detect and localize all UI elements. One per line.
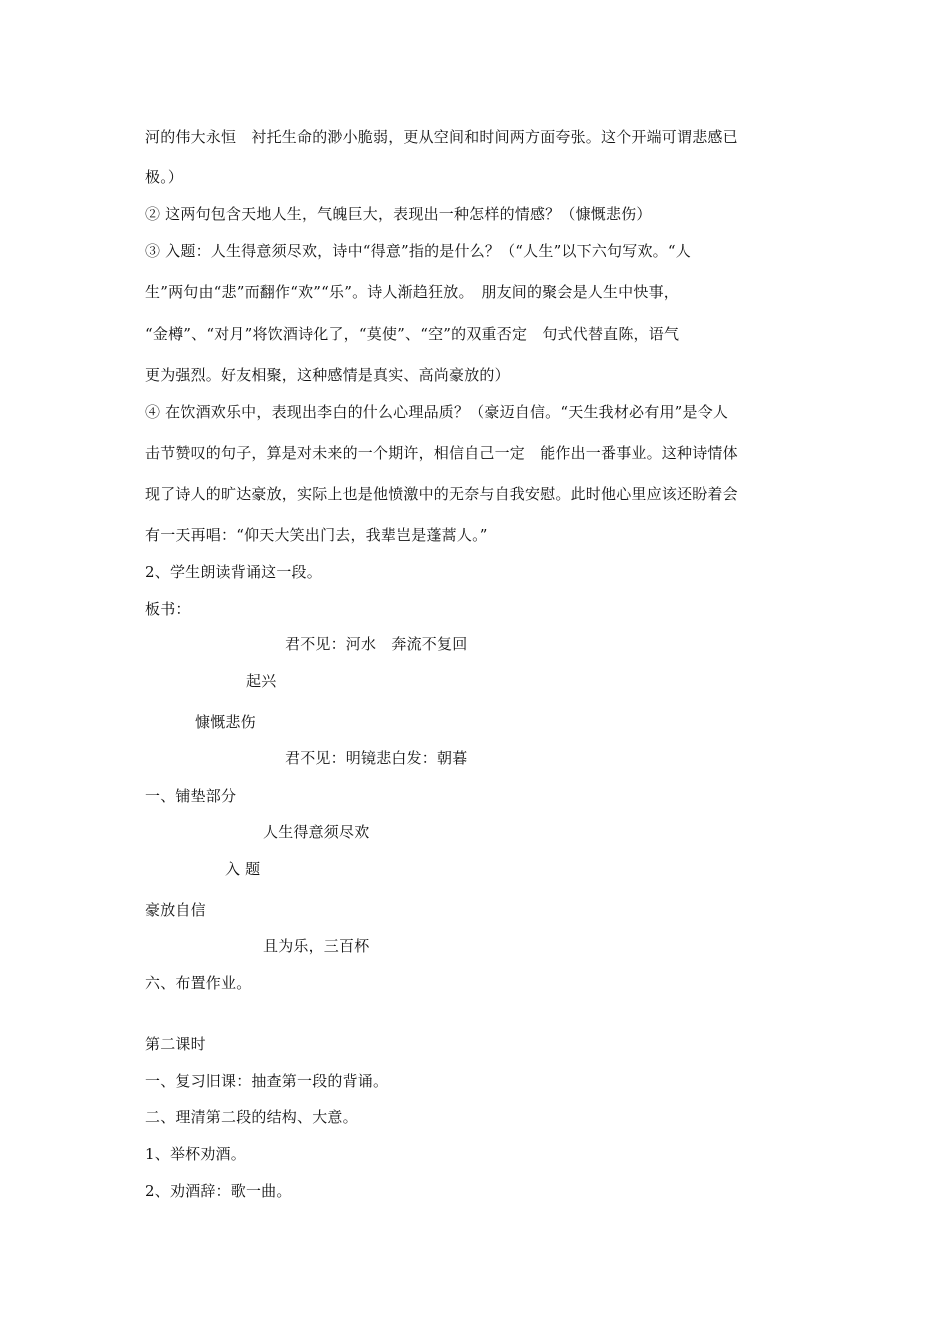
paragraph-line: “金樽”、“对月”将饮酒诗化了，“莫使”、“空”的双重否定 句式代替直陈，语气	[145, 325, 680, 343]
board-line-haofang: 豪放自信	[145, 901, 206, 919]
item-2-line: 2、劝酒辞：歌一曲。	[145, 1182, 292, 1200]
paragraph-line: 有一天再唱：“仰天大笑出门去，我辈岂是蓬蒿人。”	[145, 526, 488, 544]
question-3-line: ③ 入题：人生得意须尽欢，诗中“得意”指的是什么？（“人生”以下六句写欢。“人	[145, 242, 691, 260]
review-line: 一、复习旧课：抽查第一段的背诵。	[145, 1072, 389, 1090]
second-lesson-title: 第二课时	[145, 1035, 206, 1053]
board-line-ruti: 入 题	[225, 860, 261, 878]
board-heading: 板书：	[145, 600, 191, 618]
structure-line: 二、理清第二段的结构、大意。	[145, 1108, 358, 1126]
board-line-kangkai: 慷慨悲伤	[195, 713, 256, 731]
paragraph-line: 生”两句由“悲”而翻作“欢”“乐”。诗人渐趋狂放。 朋友间的聚会是人生中快事，	[145, 283, 679, 301]
board-line-river: 君不见：河水 奔流不复回	[285, 635, 468, 653]
paragraph-line: 现了诗人的旷达豪放，实际上也是他愤激中的无奈与自我安慰。此时他心里应该还盼着会	[145, 485, 738, 503]
paragraph-line: 击节赞叹的句子，算是对未来的一个期许，相信自己一定 能作出一番事业。这种诗情体	[145, 444, 738, 462]
board-line-mirror: 君不见：明镜悲白发：朝暮	[285, 749, 468, 767]
paragraph-line: 河的伟大永恒 衬托生命的渺小脆弱，更从空间和时间两方面夸张。这个开端可谓悲感已	[145, 128, 738, 146]
board-line-qixing: 起兴	[246, 672, 277, 690]
paragraph-line: 极。）	[145, 168, 184, 186]
item-1-line: 1、举杯劝酒。	[145, 1145, 246, 1163]
section-pudian: 一、铺垫部分	[145, 787, 237, 805]
question-2-line: ② 这两句包含天地人生，气魄巨大，表现出一种怎样的情感？（慷慨悲伤）	[145, 205, 652, 223]
step-2-line: 2、学生朗读背诵这一段。	[145, 563, 322, 581]
paragraph-line: 更为强烈。好友相聚，这种感情是真实、高尚豪放的）	[145, 366, 510, 384]
board-line-rensheng: 人生得意须尽欢	[263, 823, 370, 841]
section-homework: 六、布置作业。	[145, 974, 252, 992]
board-line-weile: 且为乐，三百杯	[263, 937, 370, 955]
question-4-line: ④ 在饮酒欢乐中，表现出李白的什么心理品质？（豪迈自信。“天生我材必有用”是令人	[145, 403, 729, 421]
